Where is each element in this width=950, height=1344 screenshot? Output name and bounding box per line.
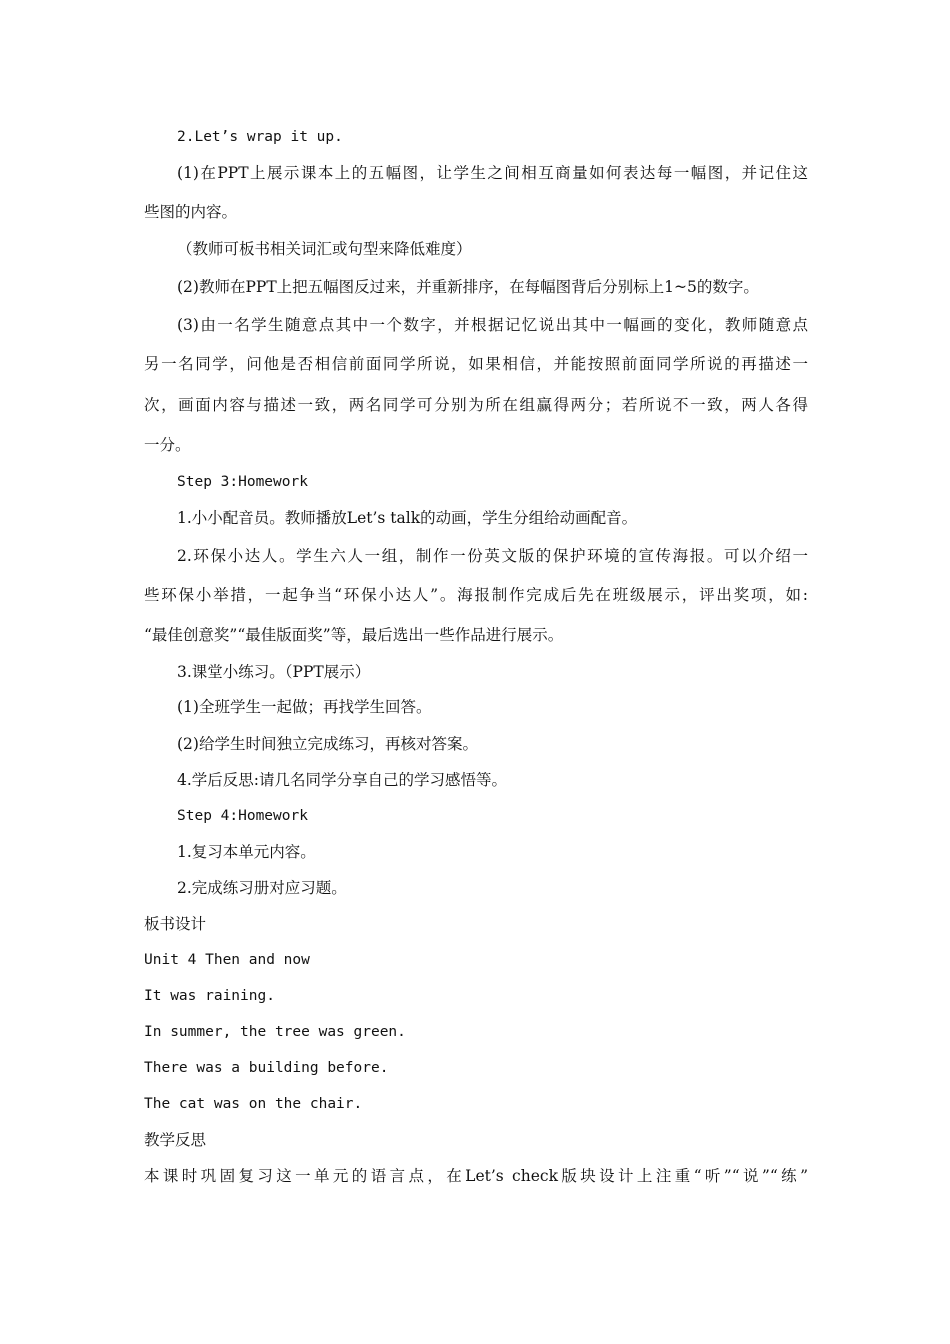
text-line-13: 些环保小举措，一起争当“环保小达人”。海报制作完成后先在班级展示，评出奖项，如: bbox=[144, 586, 808, 604]
text-line-25: In summer, the tree was green. bbox=[144, 1024, 406, 1040]
text-line-3: 些图的内容。 bbox=[144, 203, 238, 221]
text-line-24: It was raining. bbox=[144, 988, 275, 1004]
text-line-19: Step 4:Homework bbox=[177, 808, 308, 824]
text-line-5: (2)教师在PPT上把五幅图反过来，并重新排序，在每幅图背后分别标上1~5的数字。 bbox=[177, 278, 759, 296]
text-line-15: 3.课堂小练习。（PPT展示） bbox=[177, 663, 371, 681]
text-line-11: 1.小小配音员。教师播放Let’s talk的动画，学生分组给动画配音。 bbox=[177, 509, 638, 527]
text-line-20: 1.复习本单元内容。 bbox=[177, 843, 316, 861]
text-line-7: 另一名同学，问他是否相信前面同学所说，如果相信，并能按照前面同学所说的再描述一 bbox=[144, 355, 808, 373]
text-line-6: (3)由一名学生随意点其中一个数字，并根据记忆说出其中一幅画的变化，教师随意点 bbox=[177, 316, 808, 334]
text-line-4: （教师可板书相关词汇或句型来降低难度） bbox=[177, 240, 472, 258]
text-line-8: 次，画面内容与描述一致，两名同学可分别为所在组赢得两分；若所说不一致，两人各得 bbox=[144, 396, 808, 414]
text-line-17: (2)给学生时间独立完成练习，再核对答案。 bbox=[177, 735, 478, 753]
section-heading-blackboard: 板书设计 bbox=[144, 915, 207, 933]
text-line-29: 本课时巩固复习这一单元的语言点，在Let’s check版块设计上注重“听”“说”“练” bbox=[144, 1167, 808, 1185]
text-line-9: 一分。 bbox=[144, 436, 191, 454]
text-line-27: The cat was on the chair. bbox=[144, 1096, 363, 1112]
text-line-1: 2.Let’s wrap it up. bbox=[177, 129, 343, 145]
section-heading-reflection: 教学反思 bbox=[144, 1131, 207, 1149]
text-line-14: “最佳创意奖”“最佳版面奖”等，最后选出一些作品进行展示。 bbox=[144, 626, 564, 644]
text-line-21: 2.完成练习册对应习题。 bbox=[177, 879, 347, 897]
text-line-18: 4.学后反思:请几名同学分享自己的学习感悟等。 bbox=[177, 771, 508, 789]
text-line-26: There was a building before. bbox=[144, 1060, 389, 1076]
text-line-23: Unit 4 Then and now bbox=[144, 952, 310, 968]
text-line-10: Step 3:Homework bbox=[177, 474, 308, 490]
text-line-12: 2.环保小达人。学生六人一组，制作一份英文版的保护环境的宣传海报。可以介绍一 bbox=[177, 547, 808, 565]
text-line-16: (1)全班学生一起做；再找学生回答。 bbox=[177, 698, 432, 716]
text-line-2: (1)在PPT上展示课本上的五幅图，让学生之间相互商量如何表达每一幅图，并记住这 bbox=[177, 164, 808, 182]
